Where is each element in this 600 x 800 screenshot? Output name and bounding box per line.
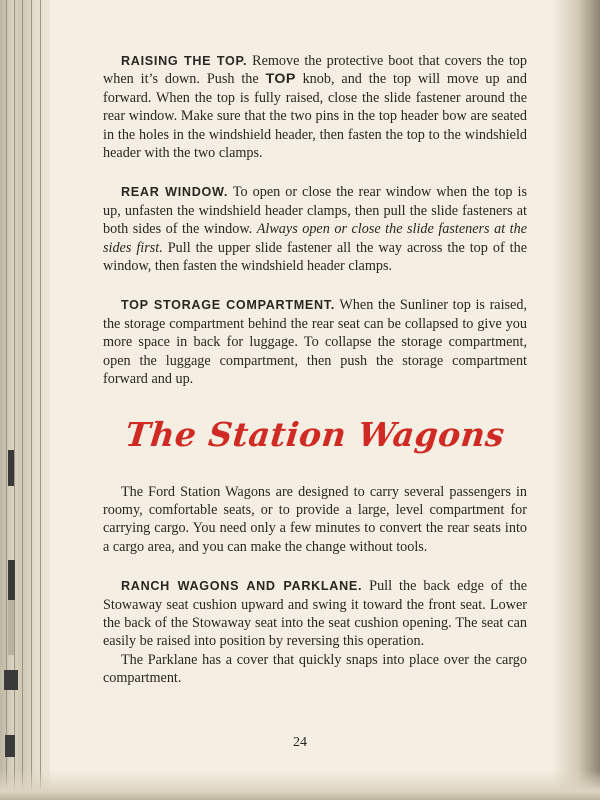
book-spine-shadow bbox=[552, 0, 600, 800]
raising-top-heading: RAISING THE TOP. bbox=[121, 54, 248, 68]
index-tab bbox=[8, 600, 14, 655]
rear-window-paragraph bbox=[103, 183, 527, 275]
rear-window-text-cont: Pull the upper slide fastener all the way across the top of the window, then fasten the windshield header clamps. bbox=[103, 239, 527, 275]
book-page-edges bbox=[0, 0, 50, 800]
index-tab bbox=[8, 450, 14, 486]
ranch-wagons-heading: RANCH WAGONS AND PARKLANE. bbox=[121, 579, 363, 594]
index-tab bbox=[4, 670, 18, 690]
raising-top-text: Remove the protective boot that covers the top when it’s down. Push the bbox=[103, 53, 527, 88]
raising-top-text-cont: knob, and the top will move up and forward. When the top is fully raised, close the slide fastener around the rear window. Make sure that the two pins in the top header bow are seated in the holes in the windshield header, then fasten the top to the windshield header with the two clamps. bbox=[103, 71, 527, 162]
rear-window-heading: REAR WINDOW. bbox=[121, 185, 229, 200]
station-wagons-title: The Station Wagons bbox=[123, 414, 507, 454]
page-bottom-shadow bbox=[0, 770, 600, 800]
ranch-wagons-text: Pull the back edge of the Stowaway seat cushion upward and swing it toward the front seat. Lower the back of the Stowaway seat into the seat cushion opening. The seat can easily be raised into position by reversing this operation. bbox=[103, 578, 528, 650]
rear-window-italic-note: Always open or close the slide fasteners at the sides first. bbox=[103, 221, 527, 256]
page-content bbox=[103, 52, 527, 688]
page-number: 24 bbox=[293, 735, 307, 750]
ranch-wagons-paragraph bbox=[103, 577, 527, 651]
station-wagons-intro: The Ford Station Wagons are designed to carry several passengers in roomy, comfortable seats, or to provide a large, level compartment for carrying cargo. You need only a few minutes to convert the rear seats into a cargo area, and you can make the change without tools. bbox=[103, 483, 527, 555]
storage-compartment-paragraph bbox=[103, 296, 527, 388]
storage-compartment-heading: TOP STORAGE COMPARTMENT. bbox=[121, 298, 336, 313]
page-edge-line bbox=[31, 0, 32, 800]
storage-compartment-text: When the Sunliner top is raised, the storage compartment behind the rear seat can be collapsed to give you more space in back for luggage. To collapse the storage compartment, open the luggage compartment, then push the storage compartment forward and up. bbox=[103, 297, 527, 388]
raising-top-paragraph bbox=[103, 52, 527, 162]
parklane-paragraph: The Parklane has a cover that quickly snaps into place over the cargo compartment. bbox=[103, 651, 527, 687]
page-edge-line bbox=[40, 0, 41, 800]
top-knob-keyword: TOP bbox=[265, 71, 296, 88]
index-tab bbox=[8, 560, 15, 600]
page-edge-line bbox=[22, 0, 23, 800]
rear-window-text: To open or close the rear window when the top is up, unfasten the windshield header clamps, then pull the slide fasteners at both sides of the window. bbox=[103, 184, 527, 238]
